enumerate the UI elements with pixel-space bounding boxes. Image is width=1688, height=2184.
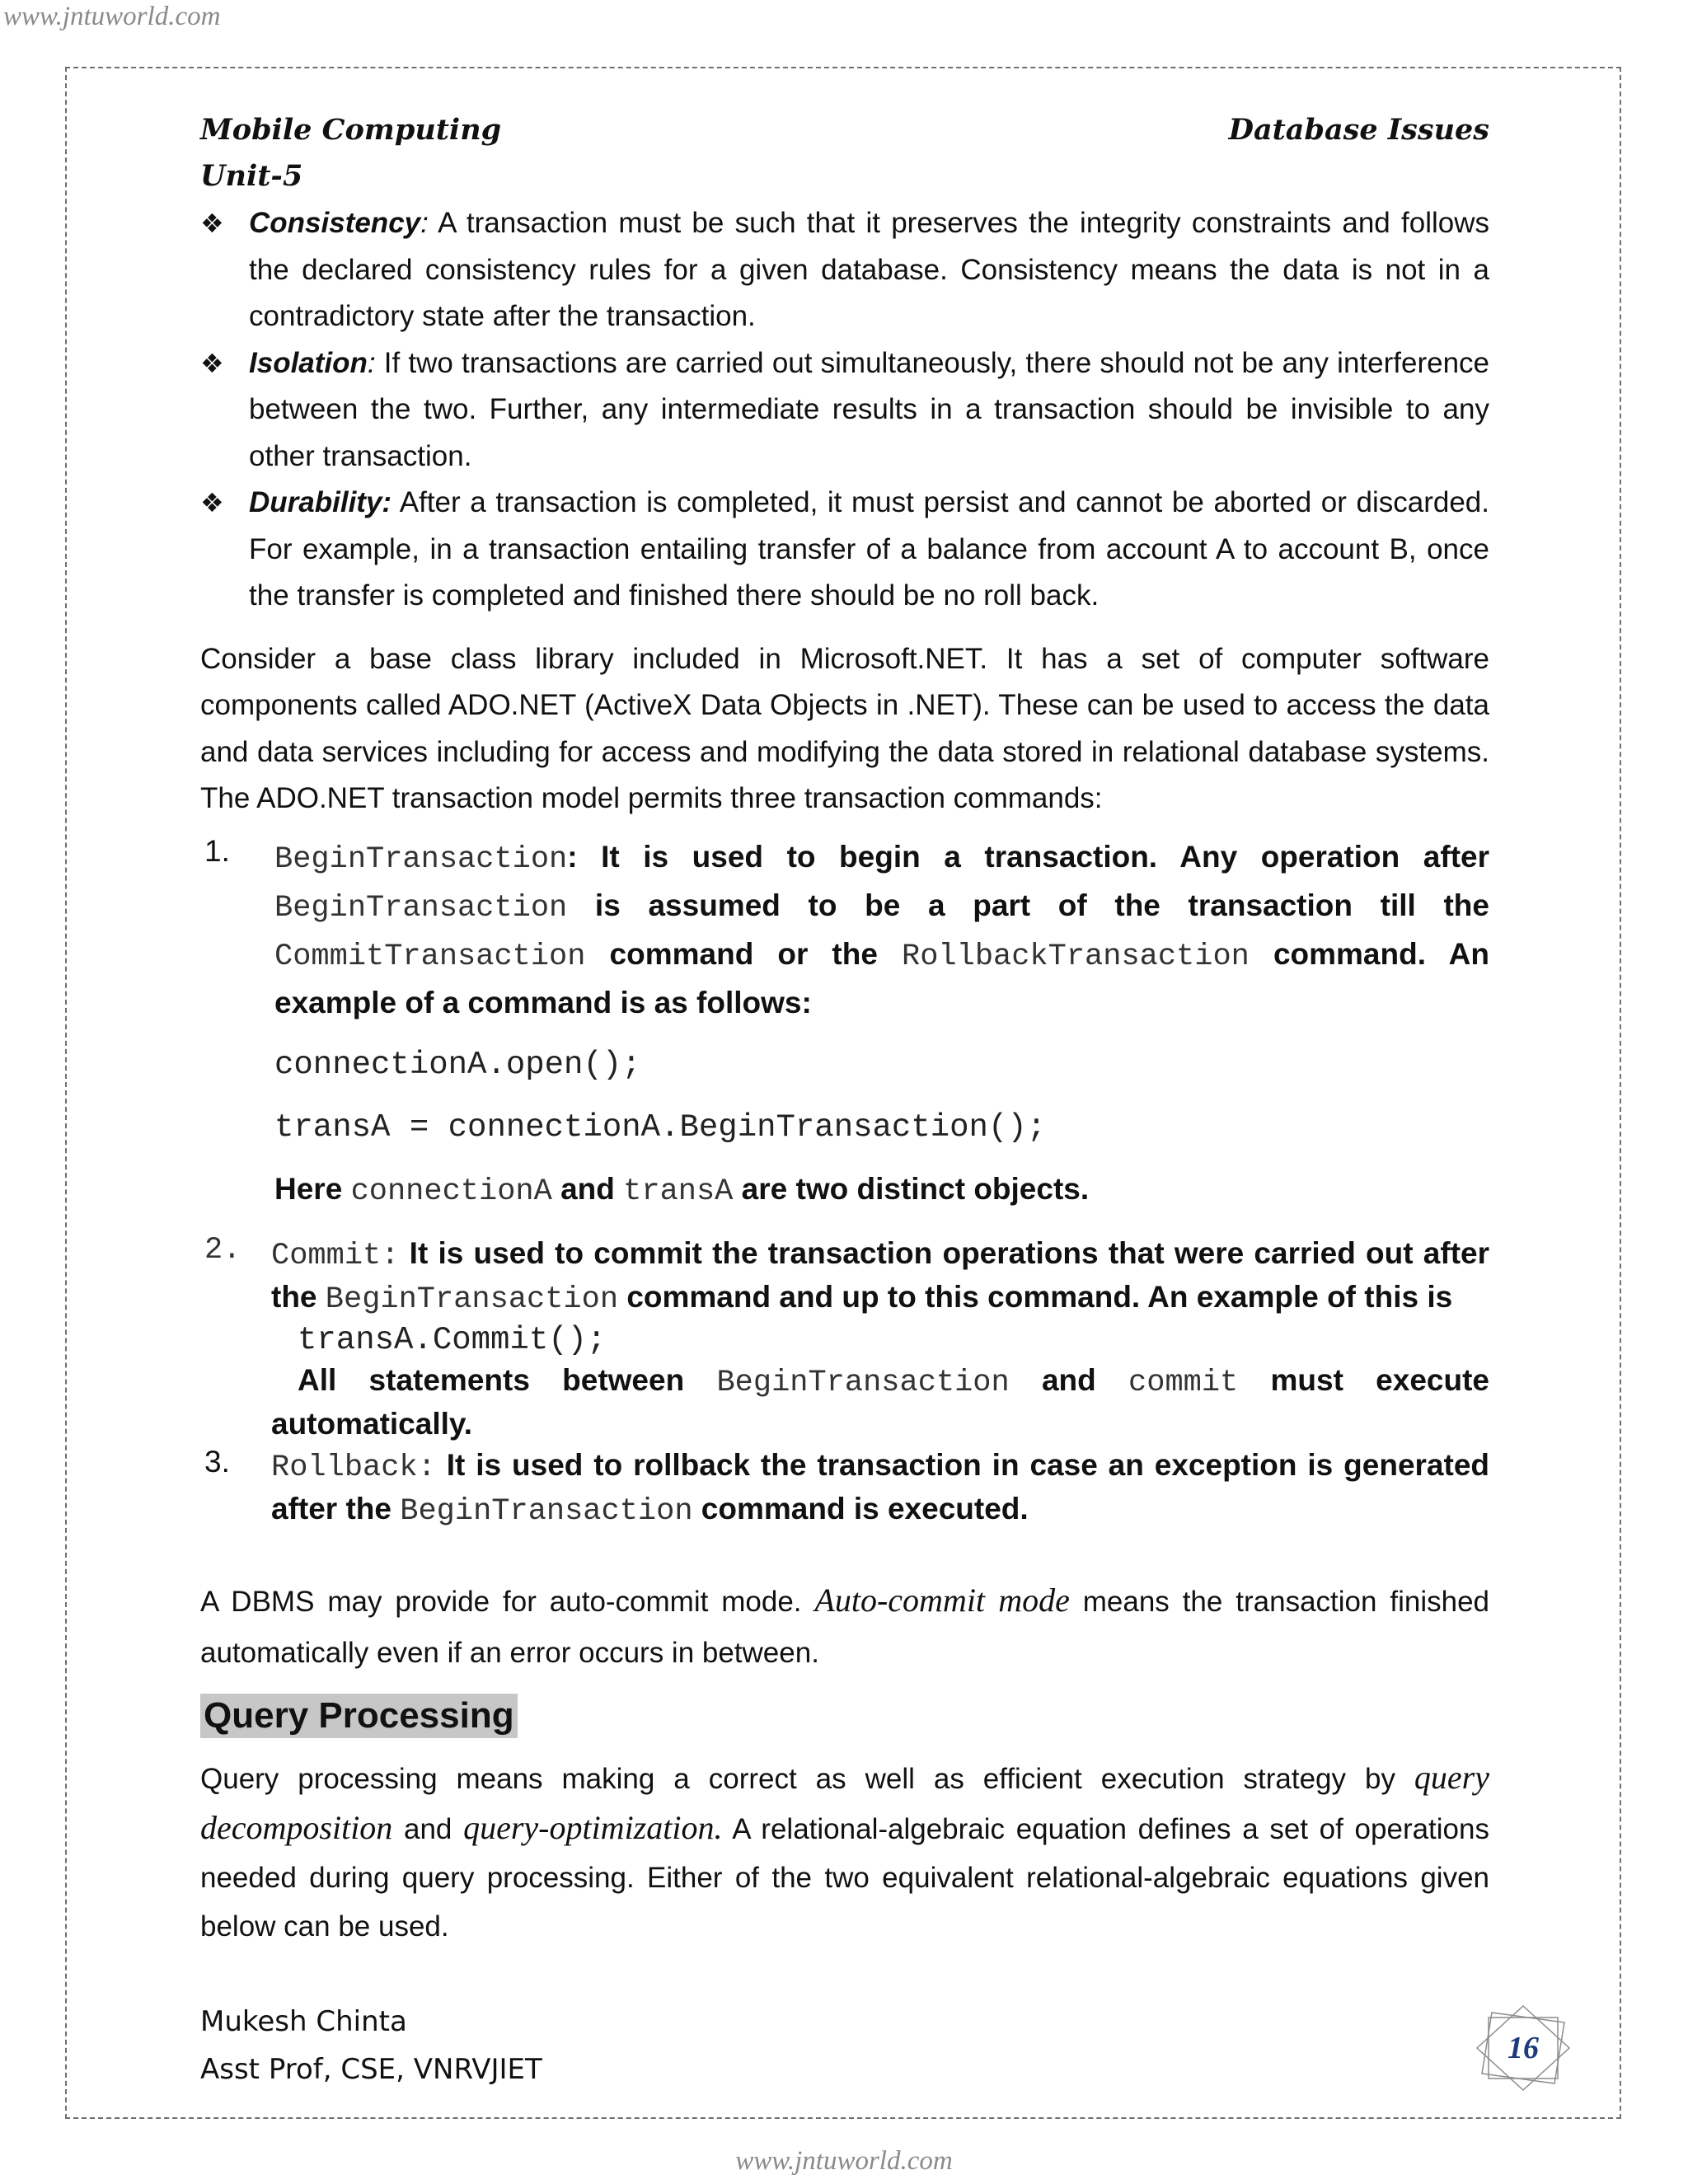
diamond-bullet-icon: ❖ [200, 488, 224, 518]
page-number-badge [1474, 2003, 1573, 2093]
diamond-bullet-icon: ❖ [200, 348, 224, 378]
bullet-isolation: ❖ Isolation: If two transactions are carried out simultaneously, there should not be any interference between the two. Further, any intermediate results in a transaction should be invisible to any other transaction. [200, 340, 1489, 480]
command-rollback: 3. Rollback: It is used to rollback the transaction in case an exception is generated after the BeginTransaction command is executed. [204, 1444, 1489, 1529]
list-number: 3. [204, 1444, 230, 1479]
bullet-consistency: ❖ Consistency: A transaction must be such that it preserves the integrity constraints and follows the declared consistency rules for a given database. Consistency means the data is not in a contradictory state after the transaction. [200, 200, 1489, 340]
command-begin-transaction: 1. BeginTransaction: It is used to begin a transaction. Any operation after BeginTransaction is assumed to be a part of the transaction till the CommitTransaction command or the RollbackTransaction command. An example of a command is as follows: connectionA.open(); transA = connectionA.BeginTransaction(); Here connectionA and transA are two distinct objects. [204, 833, 1489, 1209]
header-unit: Unit-5 [200, 159, 303, 193]
code-line-open: connectionA.open(); [274, 1046, 641, 1083]
watermark-top: www.jntuworld.com [3, 2, 221, 31]
watermark-bottom: www.jntuworld.com [735, 2146, 953, 2176]
page-number: 16 [1507, 2031, 1539, 2065]
acid-bullet-list [200, 200, 1489, 620]
header-topic: Database Issues [1228, 113, 1489, 147]
code-line-commit: transA.Commit(); [298, 1321, 607, 1358]
transaction-command-list [200, 834, 1489, 1532]
author-title: Asst Prof, CSE, VNRVJIET [200, 2053, 542, 2086]
command-commit: 2. Commit: It is used to commit the transaction operations that were carried out after the BeginTransaction command and up to this command. An example of this is transA.Commit(); All statements between BeginTransaction and commit must execute automatically. [204, 1232, 1489, 1441]
adonet-paragraph: Consider a base class library included in Microsoft.NET. It has a set of computer software components called ADO.NET (ActiveX Data Objects in .NET). These can be used to access the data and data services including for access and modifying the data stored in relational database systems. The ADO.NET transaction model permits three transaction commands: [200, 642, 1489, 814]
page-content [200, 200, 1489, 1951]
code-line-begin: transA = connectionA.BeginTransaction(); [274, 1108, 1047, 1146]
header-course: Mobile Computing [200, 113, 502, 147]
section-heading-query-processing: Query Processing [200, 1694, 518, 1738]
bullet-durability: ❖ Durability: After a transaction is completed, it must persist and cannot be aborted or discarded. For example, in a transaction entailing transfer of a balance from account A to account B, once the transfer is completed and finished there should be no roll back. [200, 480, 1489, 620]
autocommit-paragraph: A DBMS may provide for auto-commit mode. Auto-commit mode means the transaction finished automatically even if an error occurs in between. [200, 1581, 1490, 1669]
author-block [200, 1998, 542, 2093]
list-number: 1. [204, 833, 230, 868]
diamond-bullet-icon: ❖ [200, 209, 224, 238]
header-left [200, 107, 501, 199]
query-processing-paragraph: Query processing means making a correct as well as efficient execution strategy by query decomposition and query-optimization. A relational-algebraic equation defines a set of operations needed during query processing. Either of the two equivalent relational-algebraic equations given below can be used. [200, 1758, 1489, 1943]
author-name: Mukesh Chinta [200, 2005, 407, 2038]
list-number: 2. [204, 1232, 241, 1268]
